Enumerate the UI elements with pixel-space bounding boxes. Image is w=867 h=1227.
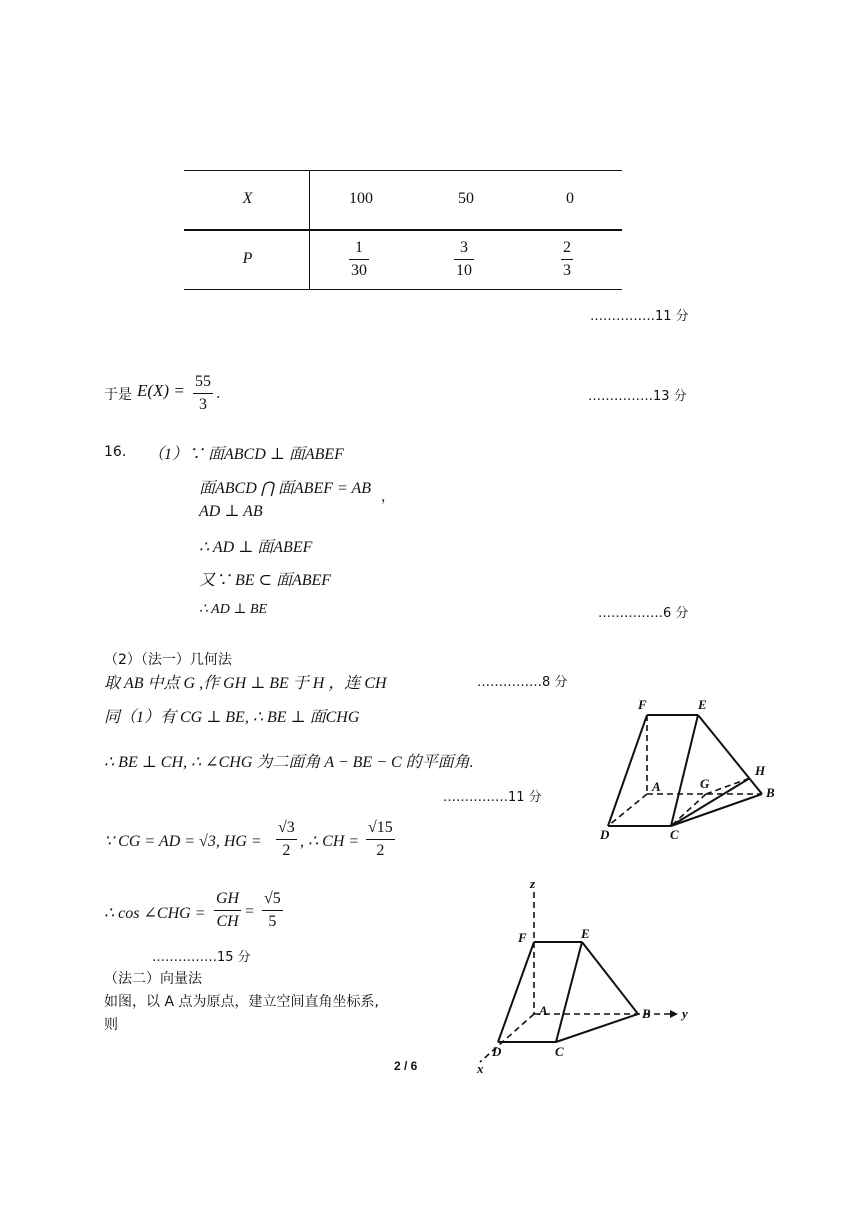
fig1-label-b: B (766, 785, 775, 800)
fig1-label-c: C (670, 827, 679, 842)
table-p-value-3: 2 3 (563, 239, 571, 279)
table-p-label: P (242, 250, 253, 267)
expectation-expr: E(X) = (137, 381, 185, 400)
part2-step-5a: ∴ cos ∠CHG = (104, 905, 206, 922)
part1-premise-4: 又∵ BE ⊂ 面ABEF (199, 572, 332, 589)
score-marker-11b: ……………11 分 (443, 790, 542, 805)
fig2-label-f: F (518, 930, 527, 945)
table-x-label: X (242, 190, 253, 207)
edge-ec (671, 715, 698, 826)
score-marker-8: ……………8 分 (477, 675, 568, 690)
part2-heading: （2）（法一）几何法 (104, 652, 232, 668)
cos-equals: = (244, 903, 255, 920)
part1-premise-2: 面ABCD ⋂ 面ABEF = AB (199, 480, 372, 497)
y-axis-arrow (670, 1010, 678, 1018)
score-marker-15: ……………15 分 (152, 950, 251, 965)
score-marker-13: ……………13 分 (588, 389, 687, 404)
table-x-value-1: 100 (349, 190, 373, 207)
fig2-label-y: y (682, 1006, 688, 1021)
edge-ec (556, 942, 582, 1042)
page-number: 2 / 6 (394, 1059, 418, 1073)
table-top-rule (184, 170, 622, 171)
fig2-label-c: C (555, 1044, 564, 1059)
edge-gc-hidden (671, 794, 706, 826)
table-column-divider (309, 170, 310, 290)
part2-step-1: 取 AB 中点 G ,作 GH ⊥ BE 于 H ，连 CH (104, 675, 387, 692)
table-x-value-2: 50 (458, 190, 474, 207)
score-marker-11: ……………11 分 (590, 309, 689, 324)
table-x-value-3: 0 (566, 190, 574, 207)
fig1-label-f: F (638, 697, 647, 712)
problem-number: 16. (104, 444, 127, 460)
edge-cb (556, 1014, 638, 1042)
table-middle-rule (184, 229, 622, 231)
table-p-value-2: 3 10 (456, 239, 472, 279)
fig1-label-g: G (700, 776, 710, 791)
cos-ratio: GH CH (216, 890, 240, 930)
ch-value: √15 2 (368, 819, 393, 859)
table-p-value-1: 1 30 (351, 239, 367, 279)
fig2-label-b: B (642, 1006, 651, 1021)
part2-step-2: 同（1）有 CG ⊥ BE, ∴ BE ⊥ 面CHG (104, 709, 360, 726)
edge-eb (582, 942, 638, 1014)
part1-premise-comma: ， (381, 489, 395, 505)
fig2-label-z: z (530, 876, 536, 891)
part1-conclusion-1: ∴ AD ⊥ 面ABEF (199, 539, 313, 556)
expectation-value: 55 3 (195, 373, 211, 413)
part1-premise-1: （1）∵ 面ABCD ⊥ 面ABEF (148, 446, 344, 463)
fig2-label-x: x (477, 1061, 484, 1076)
table-bottom-rule (184, 289, 622, 290)
part1-premise-3: AD ⊥ AB (199, 503, 263, 520)
x-axis (480, 1014, 534, 1062)
fig1-label-h: H (755, 763, 766, 778)
score-marker-6: ……………6 分 (598, 606, 689, 621)
method2-line-1: 如图，以 A 点为原点，建立空间直角坐标系, (104, 994, 379, 1010)
part2-step-3: ∴ BE ⊥ CH, ∴ ∠CHG 为二面角 A − BE − C 的平面角. (104, 754, 474, 771)
cos-value: √5 5 (264, 890, 281, 930)
fig1-label-a: A (652, 779, 661, 794)
method2-heading: （法二）向量法 (104, 971, 202, 987)
expectation-prefix: 于是 (104, 387, 132, 403)
hg-value: √3 2 (278, 819, 295, 859)
expectation-period: . (216, 386, 221, 402)
method2-line-2: 则 (104, 1017, 118, 1033)
fig2-label-d: D (492, 1044, 502, 1059)
part2-step-4b: , ∴ CH = (300, 833, 360, 850)
fig2-label-a: A (539, 1003, 548, 1018)
fig1-label-e: E (698, 697, 707, 712)
part1-conclusion-2: ∴ AD ⊥ BE (199, 602, 268, 617)
fig1-label-d: D (600, 827, 610, 842)
edge-fd (498, 942, 534, 1042)
figure-2-coordinate-geometry (470, 880, 700, 1070)
fig2-label-e: E (581, 926, 590, 941)
part2-step-4a: ∵ CG = AD = √3, HG = (104, 833, 262, 850)
